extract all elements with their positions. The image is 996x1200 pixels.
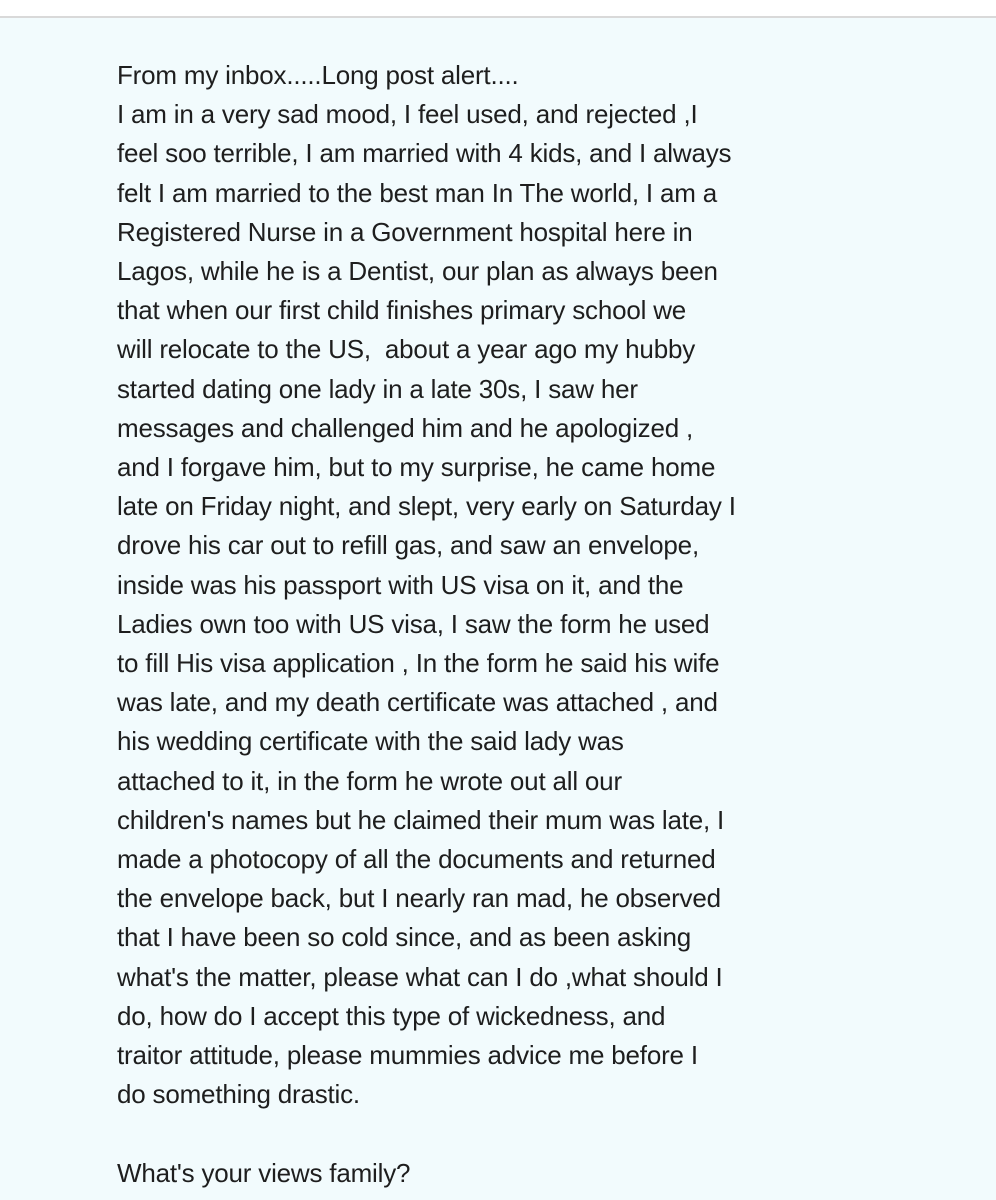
post-line: do, how do I accept this type of wickedness, and bbox=[117, 1000, 666, 1031]
post-line: and I forgave him, but to my surprise, he came home bbox=[117, 452, 716, 483]
post-line: messages and challenged him and he apologized , bbox=[117, 412, 694, 443]
post-line: inside was his passport with US visa on it, and the bbox=[117, 569, 684, 600]
closing-question: What's your views family? bbox=[117, 1157, 411, 1188]
post-line: attached to it, in the form he wrote out all our bbox=[117, 765, 622, 796]
post-line: drove his car out to refill gas, and saw an envelope, bbox=[117, 530, 699, 561]
post-line: made a photocopy of all the documents and returned bbox=[117, 844, 716, 875]
post-line: Ladies own too with US visa, I saw the form he used bbox=[117, 608, 710, 639]
post-line: what's the matter, please what can I do ,what should I bbox=[117, 961, 723, 992]
post-line-header: From my inbox.....Long post alert.... bbox=[117, 60, 519, 90]
top-strip bbox=[0, 0, 996, 16]
paragraph-gap bbox=[117, 1114, 956, 1153]
post-line: that I have been so cold since, and as been asking bbox=[117, 922, 691, 953]
post-line: feel soo terrible, I am married with 4 kids, and I always bbox=[117, 138, 732, 169]
post-line: his wedding certificate with the said lady was bbox=[117, 726, 624, 757]
post-line: felt I am married to the best man In The world, I am a bbox=[117, 177, 717, 208]
post-line: do something drastic. bbox=[117, 1079, 360, 1110]
post-line: traitor attitude, please mummies advice me before I bbox=[117, 1040, 698, 1071]
post-line: started dating one lady in a late 30s, I saw her bbox=[117, 373, 638, 404]
post-line: will relocate to the US, about a year ago my hubby bbox=[117, 334, 696, 365]
post-line: was late, and my death certificate was attached , and bbox=[117, 687, 718, 718]
post-line: children's names but he claimed their mum was late, I bbox=[117, 804, 725, 835]
post-body bbox=[117, 56, 956, 1193]
post-line: that when our first child finishes primary school we bbox=[117, 295, 687, 326]
post-line: the envelope back, but I nearly ran mad, he observed bbox=[117, 883, 721, 914]
post-container bbox=[0, 18, 996, 1200]
post-line: to fill His visa application , In the form he said his wife bbox=[117, 648, 720, 679]
post-line: I am in a very sad mood, I feel used, and rejected ,I bbox=[117, 99, 698, 130]
post-line: Registered Nurse in a Government hospital here in bbox=[117, 216, 693, 247]
post-line: Lagos, while he is a Dentist, our plan as always been bbox=[117, 256, 718, 287]
post-line: late on Friday night, and slept, very early on Saturday I bbox=[117, 491, 736, 522]
